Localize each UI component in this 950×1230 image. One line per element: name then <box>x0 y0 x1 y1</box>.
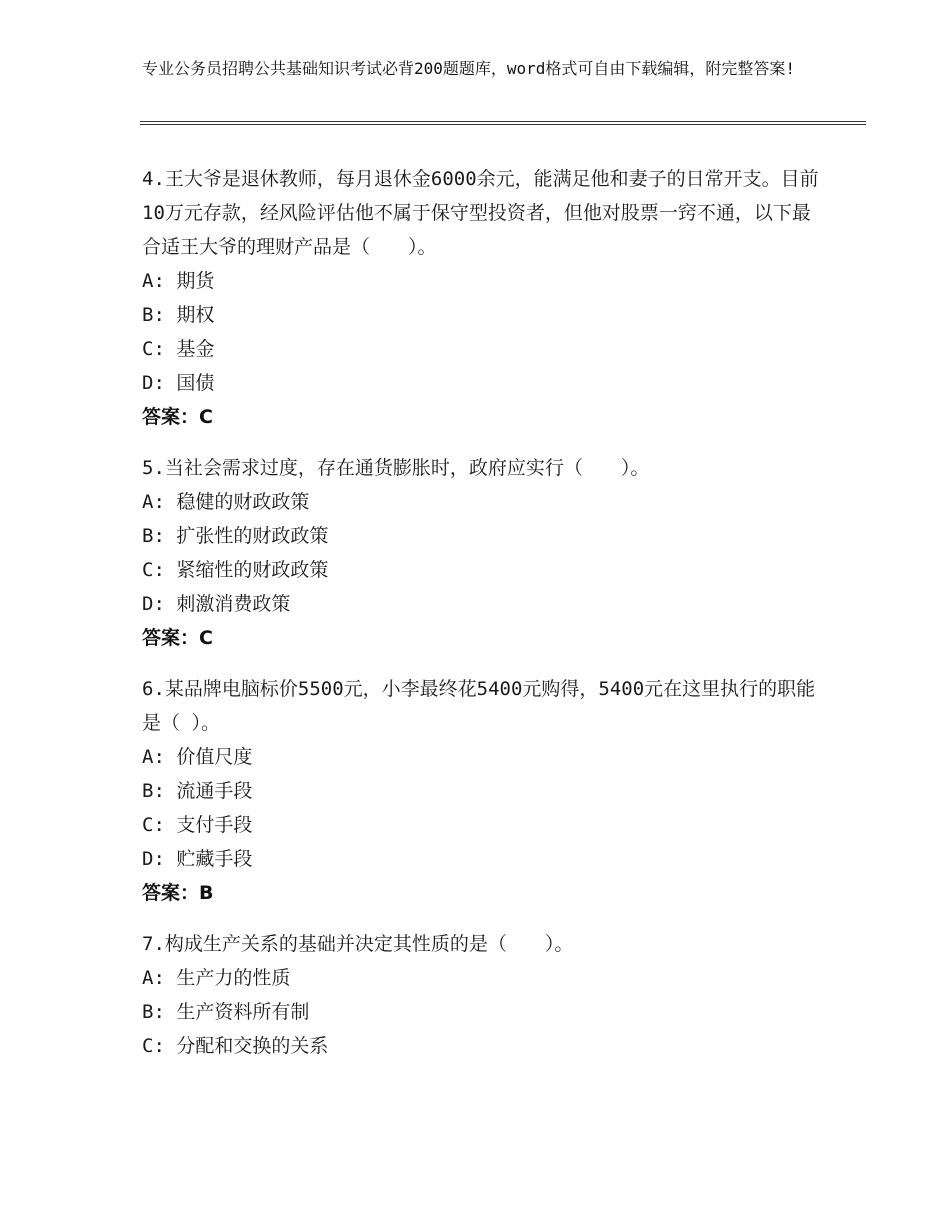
answer-line: 答案：C <box>142 406 213 428</box>
question-stem: 6.某品牌电脑标价5500元，小李最终花5400元购得，5400元在这里执行的职能是（ ）。 <box>142 678 816 734</box>
option-d: D: 刺激消费政策 <box>142 593 291 615</box>
option-c: C: 分配和交换的关系 <box>142 1035 329 1057</box>
page-header: 专业公务员招聘公共基础知识考试必背200题题库，word格式可自由下载编辑，附完整答案! <box>142 59 796 78</box>
option-b: B: 扩张性的财政政策 <box>142 525 329 547</box>
question-stem: 4.王大爷是退休教师，每月退休金6000余元，能满足他和妻子的日常开支。目前10万元存款，经风险评估他不属于保守型投资者，但他对股票一窍不通，以下最合适王大爷的理财产品是（ ）。 <box>142 168 819 258</box>
option-a: A: 稳健的财政政策 <box>142 491 310 513</box>
header-divider-secondary <box>140 124 866 125</box>
answer-line: 答案：C <box>142 627 213 649</box>
question-4 <box>142 162 822 434</box>
option-a: A: 生产力的性质 <box>142 967 291 989</box>
question-stem: 7.构成生产关系的基础并决定其性质的是（ ）。 <box>142 933 574 955</box>
header-divider <box>140 121 866 122</box>
option-b: B: 生产资料所有制 <box>142 1001 310 1023</box>
question-6 <box>142 672 822 910</box>
option-b: B: 期权 <box>142 304 215 326</box>
option-b: B: 流通手段 <box>142 780 253 802</box>
question-stem: 5.当社会需求过度，存在通货膨胀时，政府应实行（ ）。 <box>142 457 650 479</box>
option-a: A: 价值尺度 <box>142 746 253 768</box>
option-d: D: 贮藏手段 <box>142 848 253 870</box>
option-c: C: 紧缩性的财政政策 <box>142 559 329 581</box>
question-list <box>142 162 822 1080</box>
option-c: C: 基金 <box>142 338 215 360</box>
answer-line: 答案：B <box>142 882 214 904</box>
question-5 <box>142 451 822 655</box>
option-a: A: 期货 <box>142 270 215 292</box>
option-c: C: 支付手段 <box>142 814 253 836</box>
option-d: D: 国债 <box>142 372 215 394</box>
question-7 <box>142 927 822 1063</box>
